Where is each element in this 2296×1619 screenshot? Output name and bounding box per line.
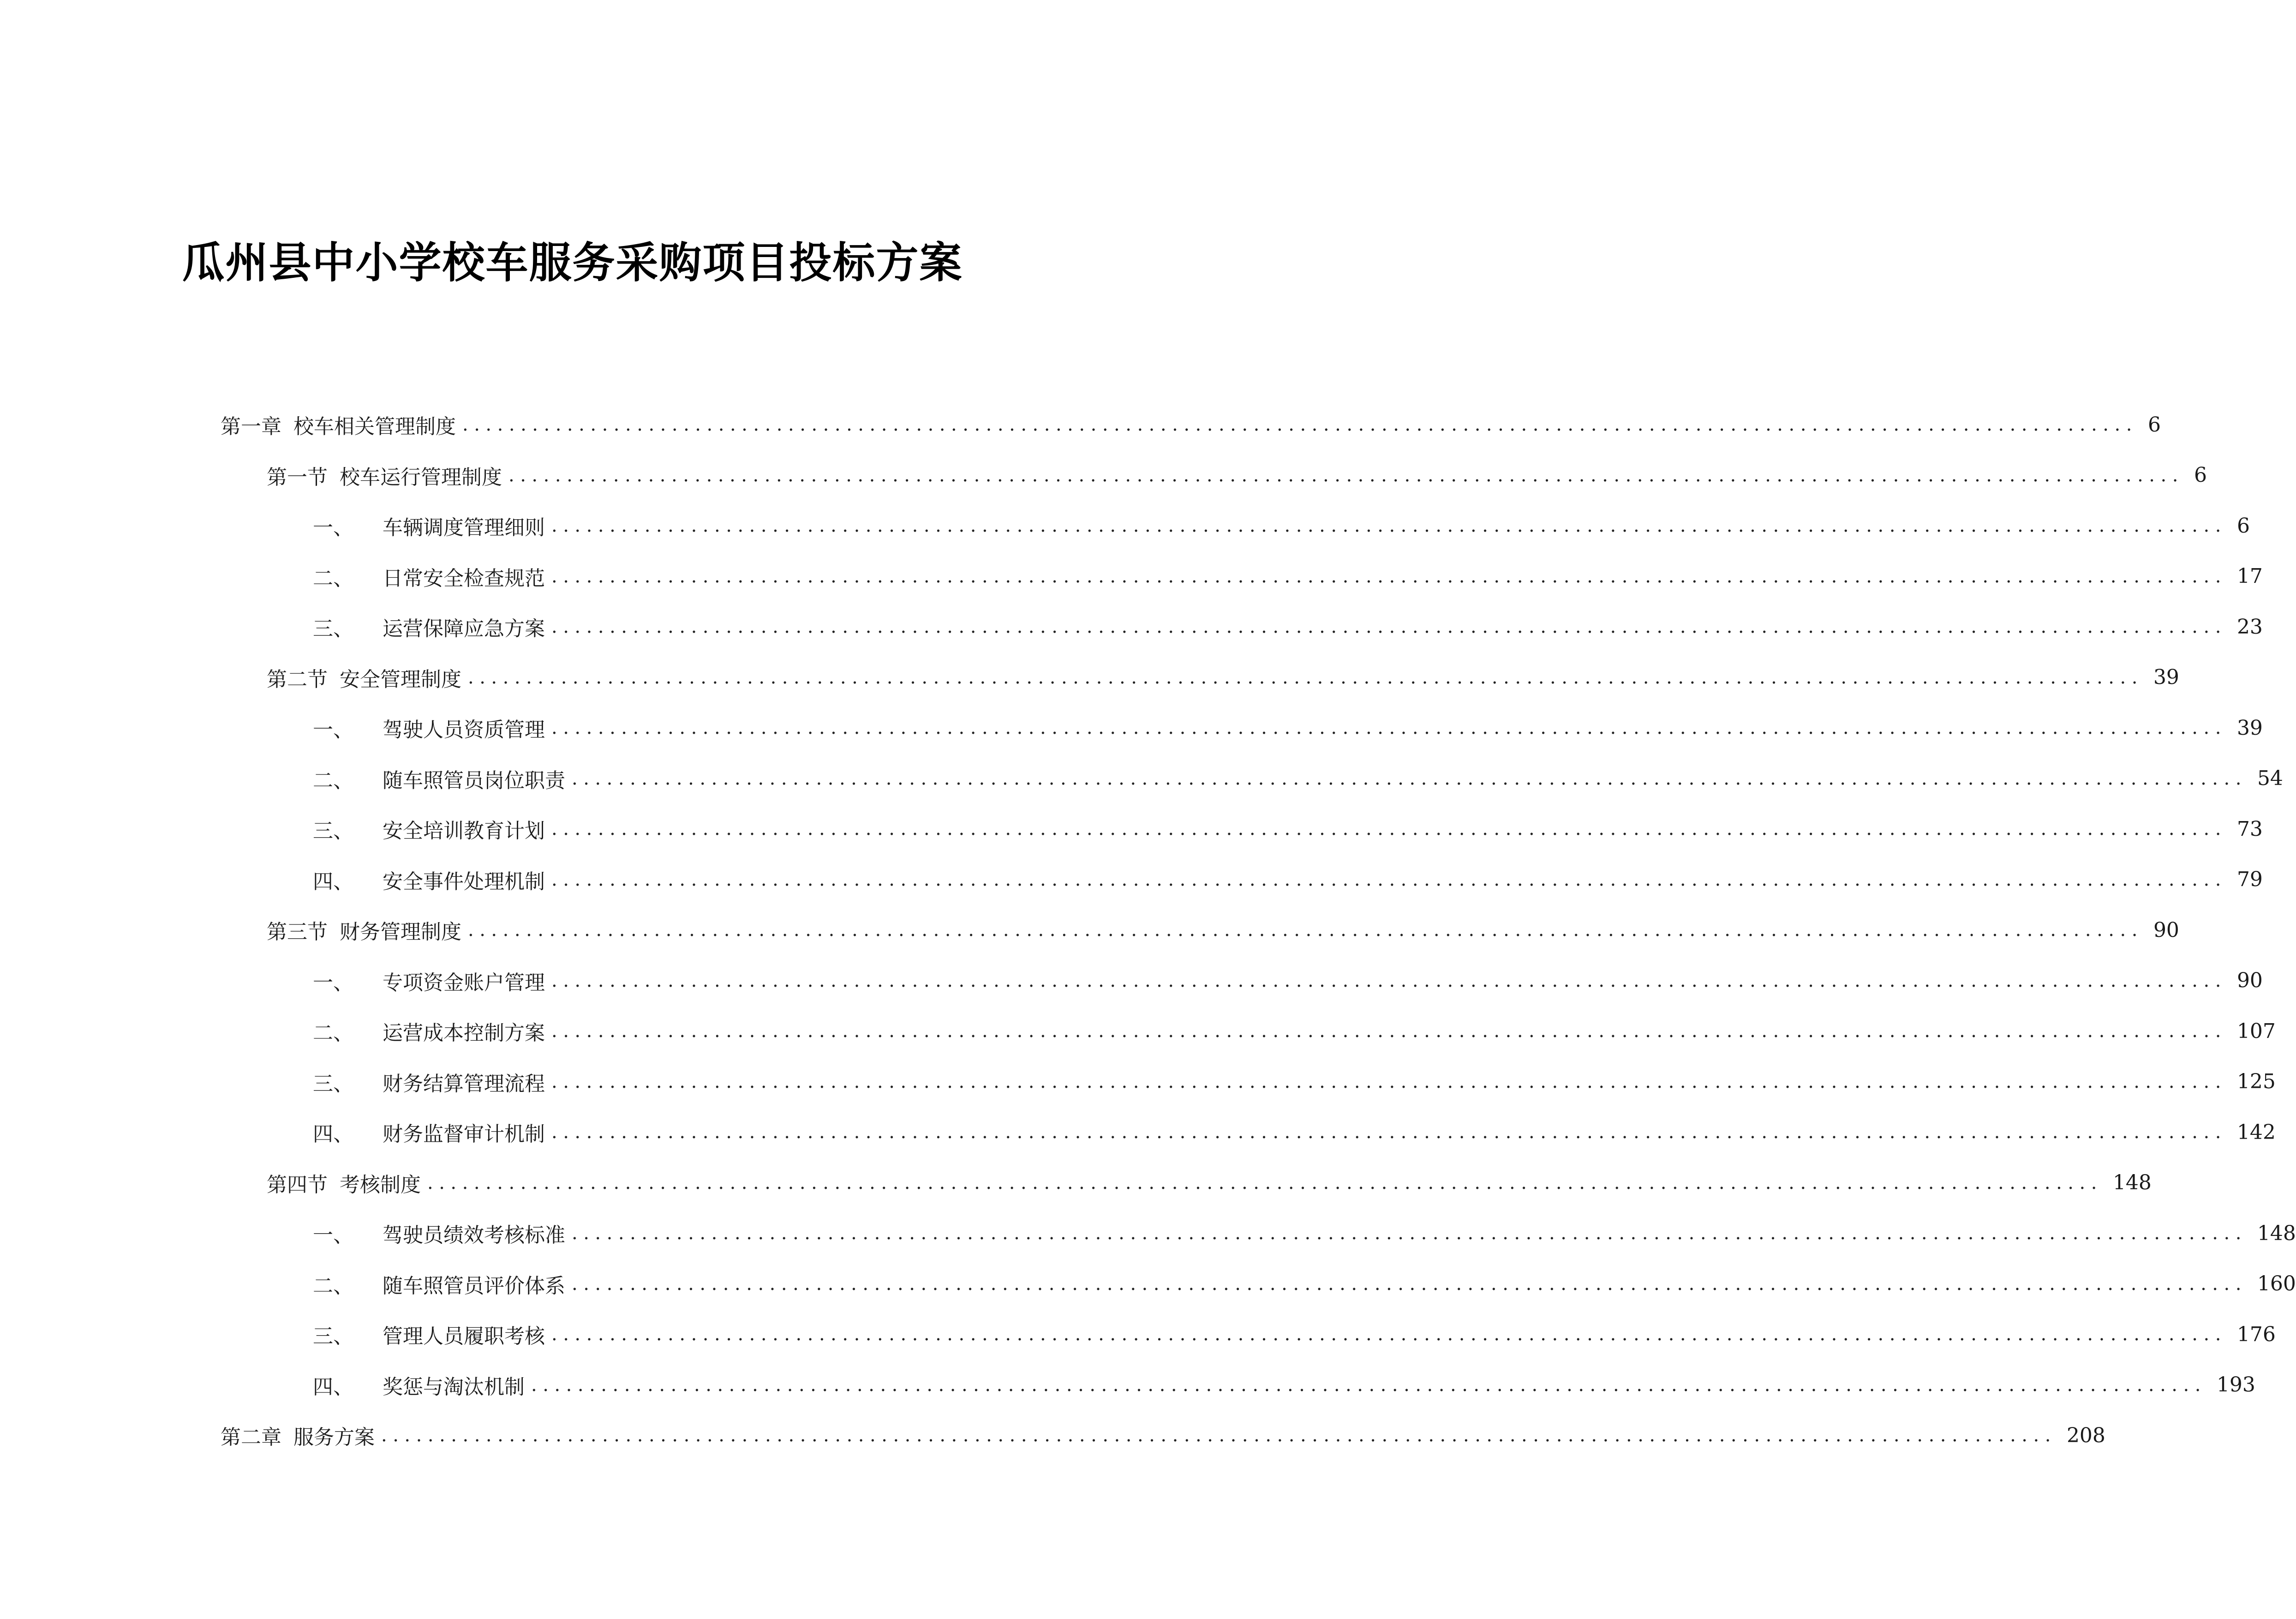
toc-entry-title: 考核制度 — [340, 1173, 421, 1197]
toc-page-number: 208 — [2066, 1423, 2105, 1447]
toc-subsection-entry[interactable] — [313, 1364, 2255, 1406]
toc-entry-title: 财务管理制度 — [340, 920, 461, 944]
toc-dot-leader: ................................................................................................................................................ — [572, 1273, 2247, 1295]
toc-dot-leader: ................................................................................................................................................ — [551, 970, 2227, 991]
toc-entry-title: 运营保障应急方案 — [383, 617, 545, 641]
toc-page-number: 79 — [2236, 868, 2263, 891]
toc-entry-title: 安全管理制度 — [340, 667, 461, 691]
toc-subsection-entry[interactable] — [313, 606, 2263, 648]
toc-page-number: 39 — [2153, 666, 2179, 689]
toc-entry-title: 校车运行管理制度 — [340, 465, 502, 489]
toc-page-number: 17 — [2236, 564, 2263, 588]
toc-dot-leader: ................................................................................................................................................ — [551, 1324, 2227, 1345]
toc-entry-number: 四、 — [313, 1122, 353, 1146]
toc-page-number: 125 — [2236, 1070, 2276, 1093]
toc-subsection-entry[interactable] — [313, 808, 2263, 850]
toc-dot-leader: ................................................................................................................................................ — [427, 1172, 2103, 1193]
toc-subsection-entry[interactable] — [313, 505, 2250, 546]
toc-page-number: 90 — [2236, 969, 2263, 992]
toc-entry-title: 财务监督审计机制 — [383, 1122, 545, 1146]
toc-dot-leader: ................................................................................................................................................ — [572, 768, 2247, 789]
toc-page-number: 107 — [2236, 1019, 2276, 1043]
toc-entry-title: 服务方案 — [293, 1426, 375, 1449]
toc-page-number: 6 — [2194, 463, 2207, 487]
toc-subsection-entry[interactable] — [313, 1313, 2276, 1355]
toc-section-entry[interactable] — [267, 657, 2179, 698]
toc-subsection-entry[interactable] — [313, 1263, 2296, 1305]
toc-subsection-entry[interactable] — [313, 960, 2263, 1001]
toc-entry-title: 校车相关管理制度 — [293, 415, 456, 438]
toc-entry-number: 第三节 — [267, 920, 328, 944]
document-title: 瓜州县中小学校车服务采购项目投标方案 — [182, 238, 963, 288]
toc-page-number: 90 — [2153, 918, 2179, 942]
toc-dot-leader: ................................................................................................................................................ — [551, 869, 2227, 890]
toc-subsection-entry[interactable] — [313, 707, 2263, 749]
toc-dot-leader: ................................................................................................................................................ — [551, 1071, 2227, 1092]
toc-page-number: 23 — [2236, 615, 2263, 639]
toc-page-number: 54 — [2257, 767, 2283, 790]
toc-entry-title: 奖惩与淘汰机制 — [383, 1375, 525, 1399]
toc-entry-title: 运营成本控制方案 — [383, 1021, 545, 1045]
toc-entry-title: 管理人员履职考核 — [383, 1325, 545, 1348]
toc-page-number: 160 — [2257, 1272, 2296, 1295]
toc-page-number: 193 — [2216, 1373, 2255, 1397]
toc-entry-title: 专项资金账户管理 — [383, 971, 545, 995]
toc-page-number: 148 — [2257, 1221, 2296, 1245]
toc-dot-leader: ................................................................................................................................................ — [551, 717, 2227, 738]
toc-page-number: 6 — [2236, 514, 2250, 538]
toc-subsection-entry[interactable] — [313, 758, 2283, 799]
toc-entry-number: 四、 — [313, 869, 353, 893]
toc-entry-number: 第一章 — [221, 415, 281, 438]
toc-entry-number: 第二节 — [267, 667, 328, 691]
toc-page-number: 73 — [2236, 817, 2263, 841]
toc-entry-title: 安全培训教育计划 — [383, 819, 545, 843]
toc-entry-title: 驾驶员绩效考核标准 — [383, 1223, 565, 1247]
toc-entry-number: 四、 — [313, 1375, 353, 1399]
toc-entry-title: 财务结算管理流程 — [383, 1072, 545, 1096]
toc-dot-leader: ................................................................................................................................................ — [551, 616, 2227, 637]
toc-entry-number: 第四节 — [267, 1173, 328, 1197]
toc-chapter-entry[interactable] — [221, 404, 2161, 445]
toc-entry-title: 驾驶人员资质管理 — [383, 718, 545, 742]
toc-page-number: 39 — [2236, 716, 2263, 740]
toc-entry-number: 二、 — [313, 1274, 353, 1298]
toc-dot-leader: ................................................................................................................................................ — [468, 919, 2143, 941]
toc-entry-number: 三、 — [313, 819, 353, 843]
toc-entry-number: 第二章 — [221, 1426, 281, 1449]
toc-entry-number: 二、 — [313, 768, 353, 792]
toc-entry-number: 二、 — [313, 1021, 353, 1045]
toc-subsection-entry[interactable] — [313, 1212, 2296, 1254]
toc-dot-leader: ................................................................................................................................................ — [572, 1223, 2247, 1244]
toc-dot-leader: ................................................................................................................................................ — [508, 464, 2184, 486]
toc-page-number: 148 — [2112, 1171, 2152, 1194]
toc-dot-leader: ................................................................................................................................................ — [468, 666, 2143, 688]
toc-subsection-entry[interactable] — [313, 1061, 2276, 1103]
toc-dot-leader: ................................................................................................................................................ — [381, 1425, 2057, 1446]
toc-page-number: 6 — [2147, 413, 2161, 437]
toc-dot-leader: ................................................................................................................................................ — [551, 818, 2227, 839]
toc-entry-number: 三、 — [313, 1072, 353, 1096]
toc-section-entry[interactable] — [267, 455, 2207, 496]
toc-entry-number: 第一节 — [267, 465, 328, 489]
toc-entry-title: 随车照管员岗位职责 — [383, 768, 565, 792]
toc-entry-title: 随车照管员评价体系 — [383, 1274, 565, 1298]
toc-entry-number: 二、 — [313, 566, 353, 590]
toc-section-entry[interactable] — [267, 1162, 2152, 1204]
toc-entry-number: 一、 — [313, 1223, 353, 1247]
toc-page-number: 142 — [2236, 1120, 2276, 1144]
toc-subsection-entry[interactable] — [313, 1010, 2276, 1052]
toc-entry-title: 日常安全检查规范 — [383, 566, 545, 590]
toc-dot-leader: ................................................................................................................................................ — [551, 1020, 2227, 1042]
toc-entry-number: 一、 — [313, 516, 353, 540]
toc-entry-number: 三、 — [313, 1325, 353, 1348]
toc-section-entry[interactable] — [267, 909, 2179, 951]
toc-subsection-entry[interactable] — [313, 859, 2263, 900]
toc-entry-title: 车辆调度管理细则 — [383, 516, 545, 540]
toc-chapter-entry[interactable] — [221, 1415, 2105, 1456]
toc-entry-number: 一、 — [313, 971, 353, 995]
toc-page-number: 176 — [2236, 1322, 2276, 1346]
toc-subsection-entry[interactable] — [313, 1111, 2276, 1153]
toc-entry-number: 一、 — [313, 718, 353, 742]
toc-entry-title: 安全事件处理机制 — [383, 869, 545, 893]
toc-dot-leader: ................................................................................................................................................ — [551, 515, 2227, 536]
toc-dot-leader: ................................................................................................................................................ — [462, 414, 2138, 435]
toc-dot-leader: ................................................................................................................................................ — [551, 565, 2227, 587]
toc-dot-leader: ................................................................................................................................................ — [531, 1374, 2206, 1396]
toc-entry-number: 三、 — [313, 617, 353, 641]
toc-dot-leader: ................................................................................................................................................ — [551, 1121, 2227, 1143]
toc-subsection-entry[interactable] — [313, 556, 2263, 597]
